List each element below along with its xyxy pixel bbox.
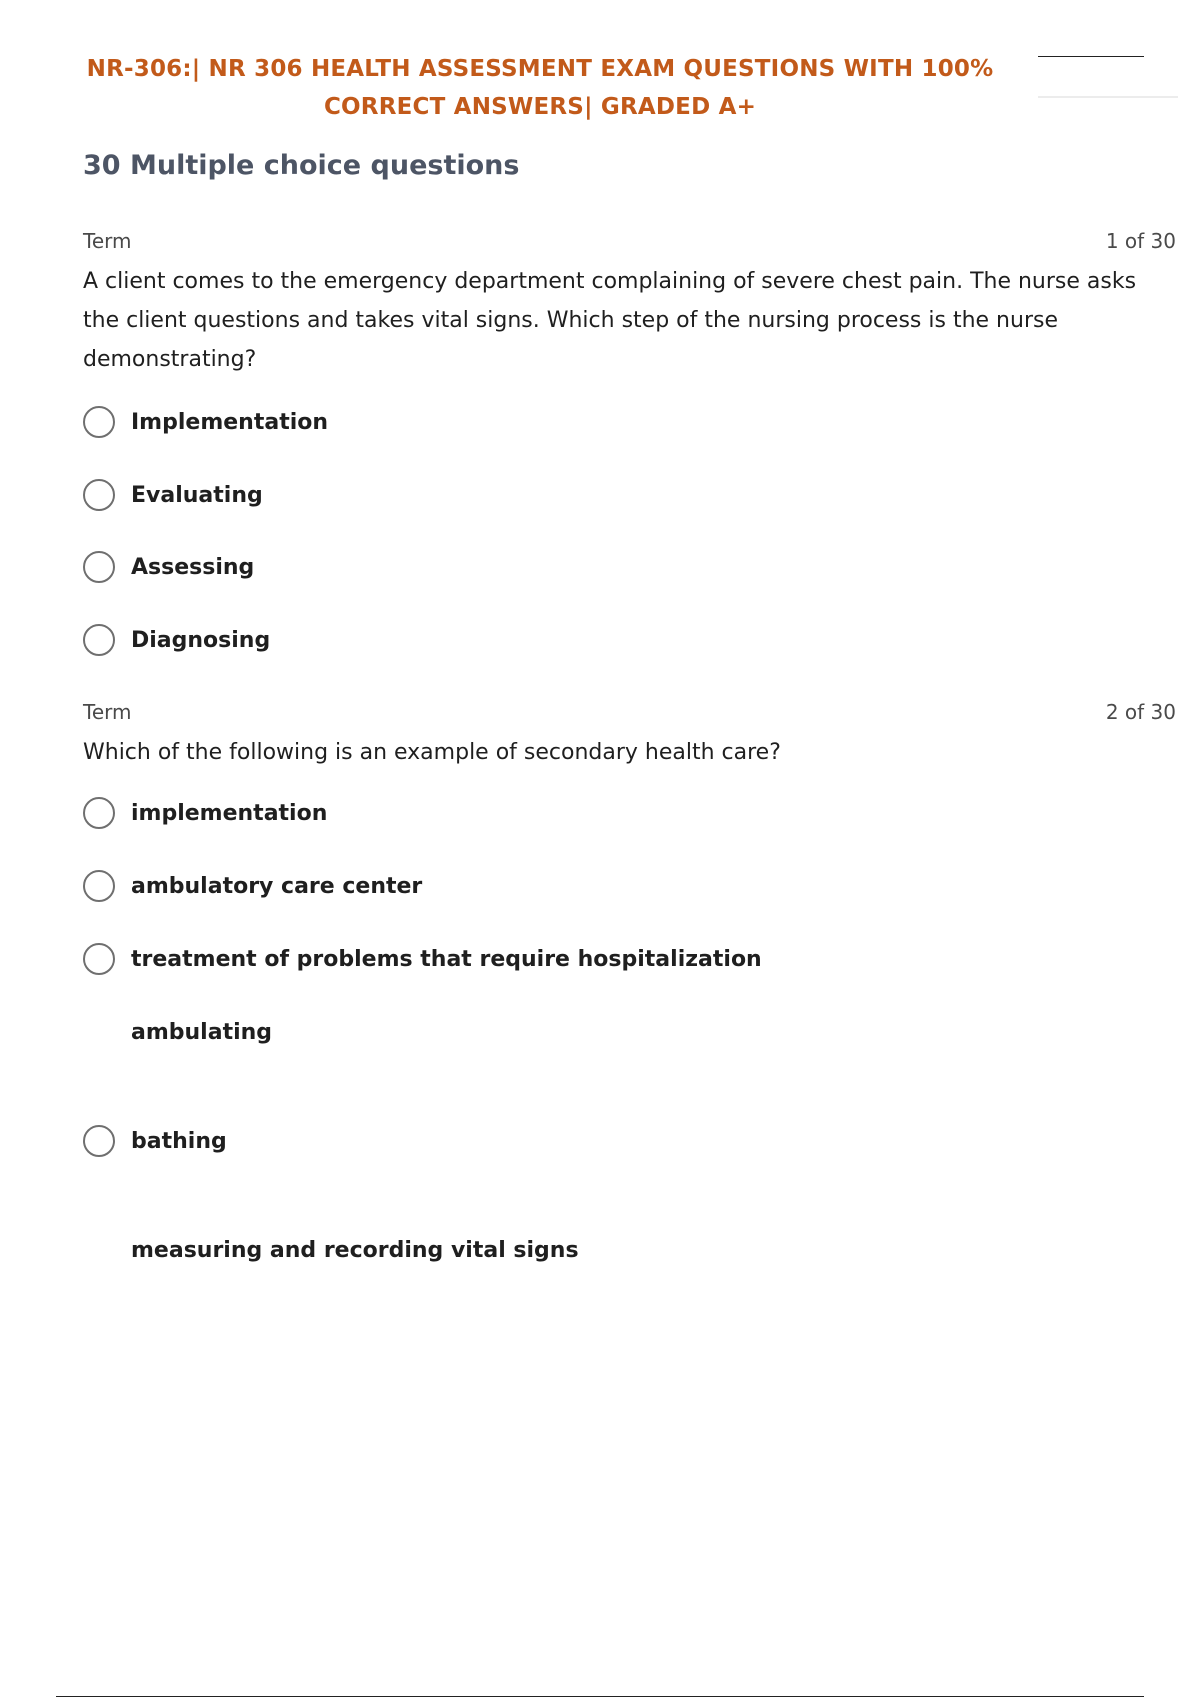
radio-button[interactable]: [83, 406, 115, 438]
footer-rule: [56, 1696, 1144, 1697]
answer-option[interactable]: [83, 1125, 227, 1157]
answer-option-label[interactable]: Implementation: [131, 409, 329, 435]
document-title: [40, 50, 1040, 126]
radio-button[interactable]: [83, 1125, 115, 1157]
answer-option-label[interactable]: implementation: [131, 800, 328, 826]
question-2-term-row: [83, 700, 1176, 724]
question-2-text: Which of the following is an example of secondary health care?: [83, 740, 781, 765]
answer-option[interactable]: [83, 1234, 579, 1266]
answer-option[interactable]: [83, 479, 263, 511]
answer-option[interactable]: [83, 624, 270, 656]
answer-option[interactable]: [83, 1016, 272, 1048]
answer-option-label[interactable]: Evaluating: [131, 482, 263, 508]
question-counter: 2 of 30: [1105, 700, 1176, 724]
answer-option[interactable]: [83, 870, 422, 902]
header-rule-faint: [1038, 96, 1178, 98]
answer-option-label[interactable]: treatment of problems that require hospitalization: [131, 946, 762, 972]
radio-button[interactable]: [83, 624, 115, 656]
answer-option-label[interactable]: Diagnosing: [131, 627, 271, 653]
answer-option-label[interactable]: ambulatory care center: [131, 873, 423, 899]
term-label: Term: [83, 700, 132, 724]
radio-button[interactable]: [83, 479, 115, 511]
term-label: Term: [83, 229, 132, 253]
answer-option[interactable]: [83, 406, 328, 438]
answer-option-label[interactable]: bathing: [131, 1128, 227, 1154]
answer-option[interactable]: [83, 943, 762, 975]
radio-button[interactable]: [83, 870, 115, 902]
document-title-line-1: NR-306:| NR 306 HEALTH ASSESSMENT EXAM QUESTIONS WITH 100%: [86, 56, 994, 82]
answer-option[interactable]: [83, 797, 327, 829]
question-counter: 1 of 30: [1105, 229, 1176, 253]
answer-option-label[interactable]: Assessing: [131, 554, 255, 580]
document-title-line-2: CORRECT ANSWERS| GRADED A+: [323, 94, 757, 120]
quiz-heading: 30 Multiple choice questions: [83, 150, 520, 181]
radio-button[interactable]: [83, 797, 115, 829]
answer-option-label[interactable]: ambulating: [131, 1019, 273, 1045]
answer-option[interactable]: [83, 551, 254, 583]
header-rule: [1038, 56, 1144, 57]
answer-option-label[interactable]: measuring and recording vital signs: [131, 1237, 579, 1263]
question-1-term-row: [83, 229, 1176, 253]
radio-button[interactable]: [83, 551, 115, 583]
question-1-text: A client comes to the emergency department complaining of severe chest pain. The nurse asks the client questions and takes vital signs. Which step of the nursing process is the nurse demonstrating?: [83, 269, 1137, 372]
radio-button[interactable]: [83, 943, 115, 975]
